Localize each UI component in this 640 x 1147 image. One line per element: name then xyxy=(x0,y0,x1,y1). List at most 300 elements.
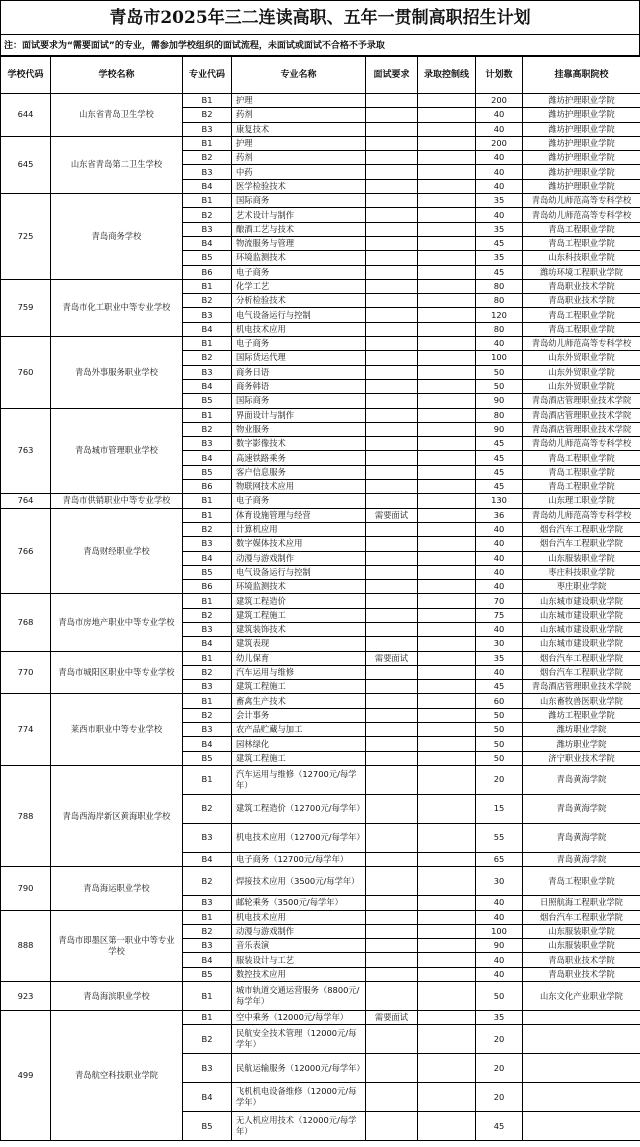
plan-count: 15 xyxy=(476,794,523,823)
school-name: 山东省青岛第二卫生学校 xyxy=(51,136,183,193)
interview-requirement xyxy=(366,494,418,508)
major-name: 护理 xyxy=(232,136,366,150)
affiliated-college: 山东服装职业学院 xyxy=(523,551,640,565)
affiliated-college: 青岛幼儿师范高等专科学校 xyxy=(523,508,640,522)
major-code: B2 xyxy=(183,522,232,536)
major-code: B3 xyxy=(183,365,232,379)
plan-count: 40 xyxy=(476,122,523,136)
interview-requirement xyxy=(366,122,418,136)
interview-requirement xyxy=(366,537,418,551)
plan-count: 55 xyxy=(476,823,523,852)
major-name: 国际商务 xyxy=(232,194,366,208)
interview-requirement xyxy=(366,608,418,622)
affiliated-college: 潍坊护理职业学院 xyxy=(523,179,640,193)
admission-control-line xyxy=(418,437,476,451)
admission-control-line xyxy=(418,751,476,765)
major-code: B2 xyxy=(183,867,232,896)
admission-control-line xyxy=(418,723,476,737)
plan-count: 45 xyxy=(476,236,523,250)
interview-requirement: 需要面试 xyxy=(366,651,418,665)
interview-requirement xyxy=(366,208,418,222)
plan-count: 100 xyxy=(476,351,523,365)
major-name: 建筑工程施工 xyxy=(232,680,366,694)
major-name: 艺术设计与制作 xyxy=(232,208,366,222)
table-row xyxy=(1,136,640,150)
major-code: B1 xyxy=(183,408,232,422)
affiliated-college xyxy=(523,1083,640,1112)
affiliated-college: 潍坊护理职业学院 xyxy=(523,136,640,150)
affiliated-college: 青岛工程职业学院 xyxy=(523,480,640,494)
major-code: B2 xyxy=(183,608,232,622)
major-code: B1 xyxy=(183,337,232,351)
interview-requirement xyxy=(366,165,418,179)
table-row xyxy=(1,765,640,794)
interview-requirement xyxy=(366,665,418,679)
admission-control-line xyxy=(418,322,476,336)
admission-control-line xyxy=(418,665,476,679)
major-code: B1 xyxy=(183,594,232,608)
table-row xyxy=(1,194,640,208)
affiliated-college: 青岛工程职业学院 xyxy=(523,867,640,896)
affiliated-college: 青岛工程职业学院 xyxy=(523,222,640,236)
school-name: 青岛市化工职业中等专业学校 xyxy=(51,279,183,336)
admission-control-line xyxy=(418,794,476,823)
interview-requirement xyxy=(366,194,418,208)
interview-requirement xyxy=(366,151,418,165)
school-name: 青岛航空科技职业学院 xyxy=(51,1011,183,1141)
affiliated-college: 潍坊护理职业学院 xyxy=(523,94,640,108)
plan-count: 40 xyxy=(476,953,523,967)
plan-count: 50 xyxy=(476,751,523,765)
enrollment-plan-table xyxy=(0,56,640,1141)
affiliated-college: 青岛酒店管理职业技术学院 xyxy=(523,422,640,436)
major-code: B3 xyxy=(183,896,232,910)
school-code: 499 xyxy=(1,1011,51,1141)
school-code: 766 xyxy=(1,508,51,594)
school-code: 888 xyxy=(1,910,51,981)
table-row xyxy=(1,910,640,924)
affiliated-college: 青岛工程职业学院 xyxy=(523,451,640,465)
school-name: 青岛海运职业学校 xyxy=(51,867,183,910)
major-name: 电子商务 xyxy=(232,337,366,351)
table-row xyxy=(1,651,640,665)
school-code: 764 xyxy=(1,494,51,508)
major-code: B2 xyxy=(183,351,232,365)
major-name: 化学工艺 xyxy=(232,279,366,293)
major-name: 音乐表演 xyxy=(232,939,366,953)
interview-requirement xyxy=(366,622,418,636)
affiliated-college: 烟台汽车工程职业学院 xyxy=(523,665,640,679)
major-code: B1 xyxy=(183,982,232,1011)
school-name: 青岛西海岸新区黄海职业学校 xyxy=(51,765,183,866)
admission-control-line xyxy=(418,852,476,866)
major-code: B5 xyxy=(183,1112,232,1141)
interview-requirement xyxy=(366,694,418,708)
major-code: B3 xyxy=(183,622,232,636)
interview-requirement xyxy=(366,680,418,694)
major-code: B1 xyxy=(183,508,232,522)
major-name: 商务日语 xyxy=(232,365,366,379)
plan-count: 35 xyxy=(476,194,523,208)
plan-count: 45 xyxy=(476,265,523,279)
admission-control-line xyxy=(418,394,476,408)
plan-count: 40 xyxy=(476,179,523,193)
major-code: B5 xyxy=(183,465,232,479)
major-name: 高速铁路乘务 xyxy=(232,451,366,465)
affiliated-college: 青岛酒店管理职业技术学院 xyxy=(523,680,640,694)
major-code: B4 xyxy=(183,451,232,465)
major-name: 康复技术 xyxy=(232,122,366,136)
affiliated-college: 潍坊职业学院 xyxy=(523,723,640,737)
school-name: 青岛财经职业学校 xyxy=(51,508,183,594)
major-name: 动漫与游戏制作 xyxy=(232,551,366,565)
plan-count: 90 xyxy=(476,394,523,408)
admission-control-line xyxy=(418,151,476,165)
major-name: 分析检验技术 xyxy=(232,294,366,308)
affiliated-college: 山东理工职业学院 xyxy=(523,494,640,508)
interview-requirement xyxy=(366,637,418,651)
major-name: 建筑工程造价（12700元/每学年） xyxy=(232,794,366,823)
major-name: 环境监测技术 xyxy=(232,580,366,594)
major-name: 汽车运用与维修（12700元/每学年） xyxy=(232,765,366,794)
major-code: B3 xyxy=(183,437,232,451)
affiliated-college: 青岛工程职业学院 xyxy=(523,465,640,479)
interview-requirement xyxy=(366,337,418,351)
admission-control-line xyxy=(418,451,476,465)
plan-count: 40 xyxy=(476,622,523,636)
major-name: 数字影像技术 xyxy=(232,437,366,451)
affiliated-college: 潍坊护理职业学院 xyxy=(523,151,640,165)
major-code: B1 xyxy=(183,910,232,924)
major-code: B1 xyxy=(183,136,232,150)
major-name: 机电技术应用 xyxy=(232,910,366,924)
affiliated-college: 山东外贸职业学院 xyxy=(523,379,640,393)
affiliated-college: 潍坊环境工程职业学院 xyxy=(523,265,640,279)
admission-control-line xyxy=(418,765,476,794)
major-name: 国际商务 xyxy=(232,394,366,408)
school-name: 青岛海滨职业学校 xyxy=(51,982,183,1011)
interview-requirement xyxy=(366,708,418,722)
interview-requirement xyxy=(366,236,418,250)
major-name: 建筑工程施工 xyxy=(232,751,366,765)
major-code: B2 xyxy=(183,422,232,436)
interview-requirement: 需要面试 xyxy=(366,508,418,522)
admission-control-line xyxy=(418,1054,476,1083)
interview-requirement xyxy=(366,896,418,910)
major-code: B2 xyxy=(183,294,232,308)
admission-control-line xyxy=(418,480,476,494)
major-code: B1 xyxy=(183,94,232,108)
interview-requirement xyxy=(366,910,418,924)
plan-count: 50 xyxy=(476,982,523,1011)
admission-control-line xyxy=(418,165,476,179)
affiliated-college: 山东城市建设职业学院 xyxy=(523,622,640,636)
interview-requirement xyxy=(366,294,418,308)
header-school-name: 学校名称 xyxy=(51,57,183,94)
plan-count: 35 xyxy=(476,1011,523,1025)
admission-control-line xyxy=(418,179,476,193)
major-name: 国际货运代理 xyxy=(232,351,366,365)
interview-requirement xyxy=(366,422,418,436)
affiliated-college: 潍坊工程职业学院 xyxy=(523,708,640,722)
interview-requirement xyxy=(366,465,418,479)
major-name: 体育设施管理与经营 xyxy=(232,508,366,522)
interview-requirement xyxy=(366,351,418,365)
interview-requirement xyxy=(366,594,418,608)
major-name: 无人机应用技术（12000元/每学年） xyxy=(232,1112,366,1141)
admission-control-line xyxy=(418,680,476,694)
admission-control-line xyxy=(418,565,476,579)
plan-count: 30 xyxy=(476,637,523,651)
major-code: B1 xyxy=(183,194,232,208)
major-name: 计算机应用 xyxy=(232,522,366,536)
school-name: 青岛市房地产职业中等专业学校 xyxy=(51,594,183,651)
interview-requirement xyxy=(366,953,418,967)
affiliated-college: 青岛黄海学院 xyxy=(523,794,640,823)
interview-requirement xyxy=(366,551,418,565)
interview-requirement xyxy=(366,279,418,293)
plan-count: 100 xyxy=(476,924,523,938)
school-name: 青岛城市管理职业学校 xyxy=(51,408,183,494)
plan-count: 60 xyxy=(476,694,523,708)
major-name: 会计事务 xyxy=(232,708,366,722)
interview-requirement xyxy=(366,823,418,852)
major-name: 界面设计与制作 xyxy=(232,408,366,422)
major-code: B2 xyxy=(183,108,232,122)
affiliated-college: 枣庄科技职业学院 xyxy=(523,565,640,579)
major-code: B4 xyxy=(183,322,232,336)
admission-control-line xyxy=(418,94,476,108)
plan-count: 40 xyxy=(476,151,523,165)
admission-control-line xyxy=(418,823,476,852)
major-code: B2 xyxy=(183,1025,232,1054)
major-name: 中药 xyxy=(232,165,366,179)
admission-control-line xyxy=(418,508,476,522)
major-code: B2 xyxy=(183,708,232,722)
major-name: 动漫与游戏制作 xyxy=(232,924,366,938)
major-code: B6 xyxy=(183,265,232,279)
admission-control-line xyxy=(418,982,476,1011)
major-name: 农产品贮藏与加工 xyxy=(232,723,366,737)
major-code: B4 xyxy=(183,179,232,193)
affiliated-college: 青岛酒店管理职业技术学院 xyxy=(523,408,640,422)
major-code: B2 xyxy=(183,924,232,938)
table-row xyxy=(1,408,640,422)
affiliated-college xyxy=(523,1112,640,1141)
admission-control-line xyxy=(418,622,476,636)
plan-count: 35 xyxy=(476,251,523,265)
school-code: 644 xyxy=(1,94,51,137)
admission-control-line xyxy=(418,737,476,751)
major-code: B3 xyxy=(183,823,232,852)
affiliated-college xyxy=(523,1054,640,1083)
interview-requirement xyxy=(366,322,418,336)
major-name: 物流服务与管理 xyxy=(232,236,366,250)
interview-requirement xyxy=(366,580,418,594)
plan-count: 20 xyxy=(476,1025,523,1054)
affiliated-college: 青岛黄海学院 xyxy=(523,765,640,794)
school-name: 青岛市城阳区职业中等专业学校 xyxy=(51,651,183,694)
affiliated-college: 青岛职业技术学院 xyxy=(523,279,640,293)
interview-requirement xyxy=(366,94,418,108)
major-code: B3 xyxy=(183,1054,232,1083)
plan-count: 50 xyxy=(476,737,523,751)
school-code: 790 xyxy=(1,867,51,910)
major-name: 电气设备运行与控制 xyxy=(232,308,366,322)
major-code: B4 xyxy=(183,953,232,967)
major-name: 客户信息服务 xyxy=(232,465,366,479)
admission-control-line xyxy=(418,939,476,953)
plan-count: 130 xyxy=(476,494,523,508)
interview-requirement xyxy=(366,179,418,193)
admission-control-line xyxy=(418,1112,476,1141)
admission-control-line xyxy=(418,465,476,479)
interview-requirement xyxy=(366,924,418,938)
plan-count: 80 xyxy=(476,322,523,336)
table-row xyxy=(1,982,640,1011)
admission-control-line xyxy=(418,551,476,565)
school-code: 763 xyxy=(1,408,51,494)
major-code: B5 xyxy=(183,251,232,265)
plan-count: 200 xyxy=(476,94,523,108)
major-name: 物业服务 xyxy=(232,422,366,436)
major-code: B3 xyxy=(183,939,232,953)
major-code: B4 xyxy=(183,379,232,393)
major-name: 数字媒体技术应用 xyxy=(232,537,366,551)
admission-control-line xyxy=(418,867,476,896)
major-name: 电气设备运行与控制 xyxy=(232,565,366,579)
major-name: 电子商务（12700元/每学年） xyxy=(232,852,366,866)
interview-requirement xyxy=(366,522,418,536)
admission-control-line xyxy=(418,651,476,665)
plan-count: 40 xyxy=(476,551,523,565)
interview-requirement xyxy=(366,437,418,451)
admission-control-line xyxy=(418,522,476,536)
interview-requirement xyxy=(366,723,418,737)
affiliated-college: 山东外贸职业学院 xyxy=(523,365,640,379)
major-code: B3 xyxy=(183,723,232,737)
major-code: B6 xyxy=(183,480,232,494)
interview-requirement xyxy=(366,480,418,494)
plan-count: 80 xyxy=(476,294,523,308)
interview-requirement xyxy=(366,365,418,379)
affiliated-college: 烟台汽车工程职业学院 xyxy=(523,522,640,536)
admission-control-line xyxy=(418,408,476,422)
interview-requirement xyxy=(366,308,418,322)
plan-count: 40 xyxy=(476,522,523,536)
plan-count: 45 xyxy=(476,451,523,465)
major-name: 建筑装饰技术 xyxy=(232,622,366,636)
affiliated-college: 青岛幼儿师范高等专科学校 xyxy=(523,437,640,451)
school-code: 645 xyxy=(1,136,51,193)
major-name: 邮轮乘务（3500元/每学年） xyxy=(232,896,366,910)
interview-requirement xyxy=(366,451,418,465)
admission-control-line xyxy=(418,251,476,265)
admission-control-line xyxy=(418,222,476,236)
plan-count: 40 xyxy=(476,165,523,179)
interview-requirement: 需要面试 xyxy=(366,1011,418,1025)
admission-control-line xyxy=(418,608,476,622)
school-name: 青岛市供销职业中等专业学校 xyxy=(51,494,183,508)
major-code: B4 xyxy=(183,852,232,866)
plan-count: 20 xyxy=(476,1054,523,1083)
plan-count: 40 xyxy=(476,337,523,351)
major-code: B4 xyxy=(183,1083,232,1112)
plan-count: 30 xyxy=(476,867,523,896)
affiliated-college: 潍坊护理职业学院 xyxy=(523,165,640,179)
affiliated-college: 青岛职业技术学院 xyxy=(523,294,640,308)
major-name: 畜禽生产技术 xyxy=(232,694,366,708)
admission-control-line xyxy=(418,122,476,136)
major-name: 幼儿保育 xyxy=(232,651,366,665)
major-name: 汽车运用与维修 xyxy=(232,665,366,679)
interview-requirement xyxy=(366,136,418,150)
admission-control-line xyxy=(418,422,476,436)
table-body xyxy=(1,94,640,1141)
table-row xyxy=(1,494,640,508)
major-name: 服装设计与工艺 xyxy=(232,953,366,967)
document-title: 青岛市2025年三二连读高职、五年一贯制高职招生计划 xyxy=(0,0,640,34)
affiliated-college xyxy=(523,1011,640,1025)
major-name: 医学检验技术 xyxy=(232,179,366,193)
admission-control-line xyxy=(418,194,476,208)
header-interview: 面试要求 xyxy=(366,57,418,94)
interview-requirement xyxy=(366,867,418,896)
affiliated-college: 山东服装职业学院 xyxy=(523,939,640,953)
interview-requirement xyxy=(366,1025,418,1054)
plan-count: 45 xyxy=(476,437,523,451)
plan-count: 50 xyxy=(476,379,523,393)
admission-control-line xyxy=(418,351,476,365)
admission-control-line xyxy=(418,580,476,594)
table-row xyxy=(1,867,640,896)
interview-requirement xyxy=(366,1112,418,1141)
affiliated-college: 山东畜牧兽医职业学院 xyxy=(523,694,640,708)
admission-control-line xyxy=(418,136,476,150)
major-name: 建筑工程造价 xyxy=(232,594,366,608)
major-name: 机电技术应用 xyxy=(232,322,366,336)
school-code: 768 xyxy=(1,594,51,651)
major-name: 商务韩语 xyxy=(232,379,366,393)
admission-control-line xyxy=(418,953,476,967)
affiliated-college: 山东服装职业学院 xyxy=(523,924,640,938)
admission-control-line xyxy=(418,494,476,508)
major-name: 药剂 xyxy=(232,151,366,165)
admission-control-line xyxy=(418,594,476,608)
plan-count: 40 xyxy=(476,580,523,594)
admission-control-line xyxy=(418,910,476,924)
major-code: B4 xyxy=(183,551,232,565)
affiliated-college: 青岛酒店管理职业技术学院 xyxy=(523,394,640,408)
document-note: 注：面试要求为“需要面试”的专业，需参加学校组织的面试流程，未面试或面试不合格不予录取 xyxy=(0,34,640,56)
plan-count: 40 xyxy=(476,896,523,910)
affiliated-college: 山东城市建设职业学院 xyxy=(523,608,640,622)
plan-count: 40 xyxy=(476,565,523,579)
major-code: B3 xyxy=(183,122,232,136)
plan-count: 75 xyxy=(476,608,523,622)
admission-control-line xyxy=(418,924,476,938)
major-code: B2 xyxy=(183,794,232,823)
major-code: B5 xyxy=(183,967,232,981)
header-admission-line: 录取控制线 xyxy=(418,57,476,94)
major-code: B3 xyxy=(183,222,232,236)
admission-control-line xyxy=(418,379,476,393)
header-plan-count: 计划数 xyxy=(476,57,523,94)
school-code: 725 xyxy=(1,194,51,280)
plan-count: 40 xyxy=(476,910,523,924)
table-row xyxy=(1,594,640,608)
school-name: 青岛商务学校 xyxy=(51,194,183,280)
